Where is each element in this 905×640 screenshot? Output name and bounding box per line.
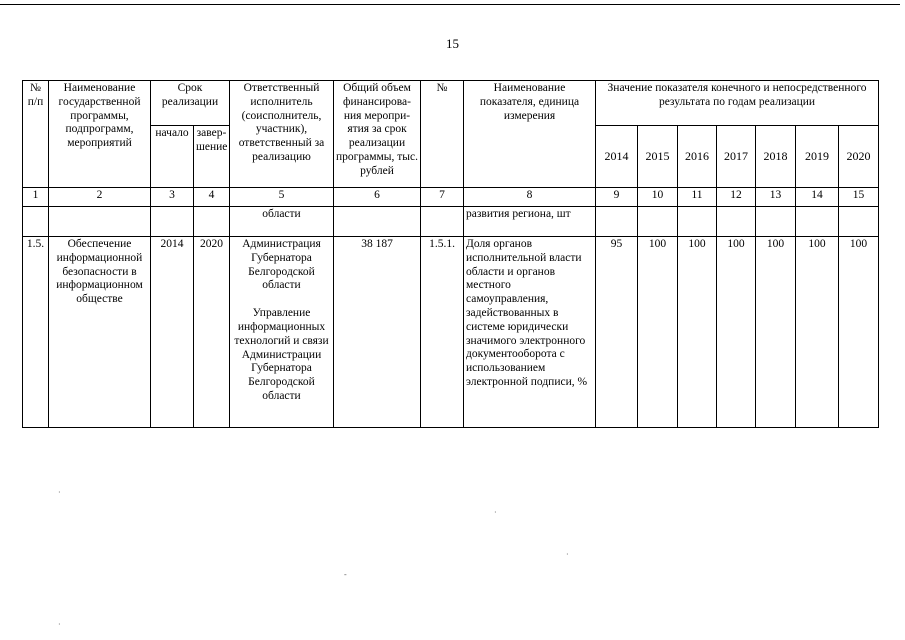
header-term-end: завер-шение [194, 126, 230, 188]
header-term-start: начало [151, 126, 194, 188]
row-indicator-name: Доля органов исполнительной власти области и органов местного самоуправления, задействованных в системе юридически значимого электронного документооборота с использованием электронной подписи, % [464, 237, 596, 428]
column-number: 10 [638, 188, 678, 207]
column-number: 11 [678, 188, 717, 207]
program-table [22, 80, 879, 428]
column-number: 7 [421, 188, 464, 207]
column-number: 1 [23, 188, 49, 207]
header-responsible: Ответственный исполнитель (соисполнитель, участник), ответственный за реализацию [230, 81, 334, 188]
scan-speck: · [566, 550, 569, 559]
row-responsible-primary: Администрация Губернатора Белгородской области [242, 238, 321, 292]
row-value: 100 [638, 237, 678, 428]
top-border-line-thin [460, 4, 900, 5]
header-year: 2019 [796, 126, 839, 188]
header-year: 2017 [717, 126, 756, 188]
header-year: 2015 [638, 126, 678, 188]
scan-speck: · [58, 620, 61, 629]
header-indicator-name: Наименование показателя, единица измерения [464, 81, 596, 188]
header-year: 2016 [678, 126, 717, 188]
column-number: 8 [464, 188, 596, 207]
row-indicator-num: 1.5.1. [421, 237, 464, 428]
row-responsible-secondary: Управление информационных технологий и связи Администрации Губернатора Белгородской области [234, 307, 329, 402]
column-number: 5 [230, 188, 334, 207]
column-number: 2 [49, 188, 151, 207]
row-program-name: Обеспечение информационной безопасности в информационном обществе [49, 237, 151, 428]
page-number: 15 [446, 36, 459, 51]
row-value: 100 [717, 237, 756, 428]
column-number: 4 [194, 188, 230, 207]
row-value: 100 [839, 237, 879, 428]
column-number: 14 [796, 188, 839, 207]
header-year: 2020 [839, 126, 879, 188]
header-funding: Общий объем финансирова-ния меропри-ятия за срок реализации программы, тыс. рублей [334, 81, 421, 188]
row-value: 100 [756, 237, 796, 428]
header-year: 2014 [596, 126, 638, 188]
table-row [23, 237, 879, 428]
continuation-row [23, 207, 879, 237]
header-num: № п/п [23, 81, 49, 188]
row-value: 95 [596, 237, 638, 428]
header-term: Срок реализации [151, 81, 230, 126]
row-value: 100 [796, 237, 839, 428]
column-numbers-row [23, 188, 879, 207]
scan-speck: · [494, 508, 497, 517]
column-number: 6 [334, 188, 421, 207]
row-value: 100 [678, 237, 717, 428]
column-number: 12 [717, 188, 756, 207]
header-program-name: Наименование государственной программы, подпрограмм, мероприятий [49, 81, 151, 188]
column-number: 9 [596, 188, 638, 207]
row-funding: 38 187 [334, 237, 421, 428]
row-responsible [230, 237, 334, 428]
column-number: 3 [151, 188, 194, 207]
column-number: 13 [756, 188, 796, 207]
row-num: 1.5. [23, 237, 49, 428]
scan-speck: · [58, 488, 61, 497]
header-values-title: Значение показателя конечного и непосредственного результата по годам реализации [596, 81, 879, 126]
column-number: 15 [839, 188, 879, 207]
top-border-line [0, 4, 460, 5]
row-end-year: 2020 [194, 237, 230, 428]
scan-speck: - [344, 570, 347, 579]
continuation-indicator-name: развития региона, шт [464, 207, 596, 237]
header-indicator-num: № [421, 81, 464, 188]
continuation-responsible: области [230, 207, 334, 237]
header-year: 2018 [756, 126, 796, 188]
row-start-year: 2014 [151, 237, 194, 428]
